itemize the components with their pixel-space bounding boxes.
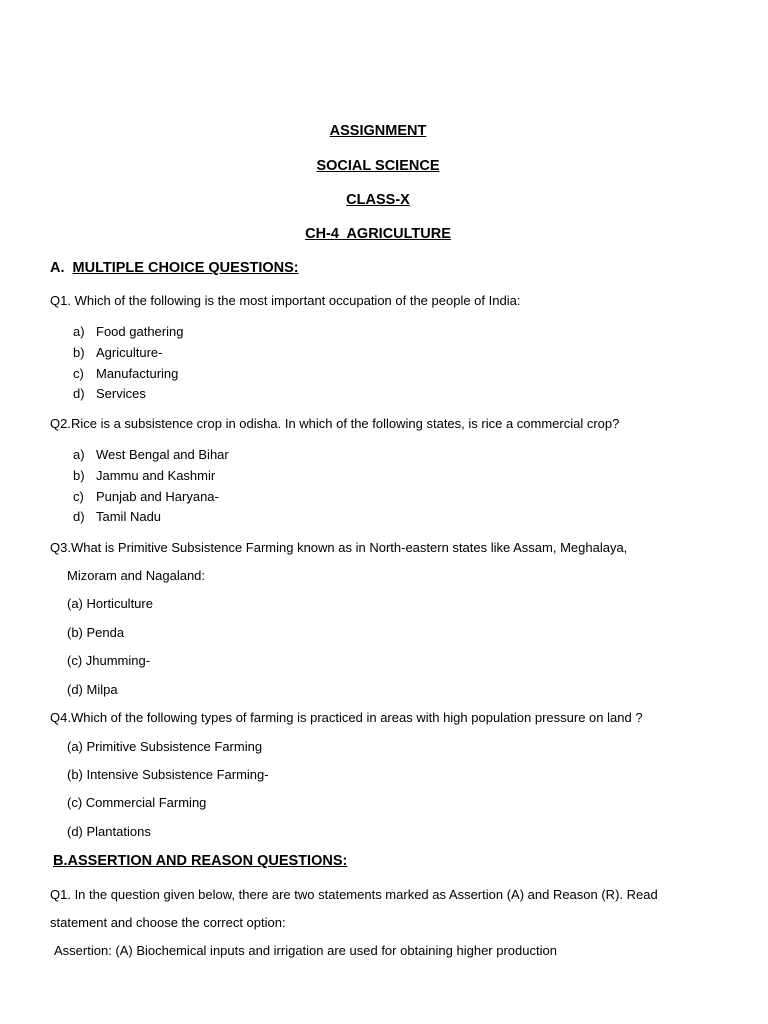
option-text: Services xyxy=(96,386,146,401)
option-text: (c) Jhumming- xyxy=(67,653,151,668)
option-row xyxy=(0,509,768,525)
option-text: (b) Intensive Subsistence Farming- xyxy=(67,767,269,782)
section-a-heading xyxy=(50,260,299,276)
option-text: Agriculture- xyxy=(96,345,163,360)
option-row xyxy=(0,447,768,463)
option-marker: b) xyxy=(73,468,85,483)
question-a4: Q4.Which of the following types of farming is practiced in areas with high population pressure on land ? xyxy=(50,710,643,725)
option-row xyxy=(0,324,768,340)
option-text: (d) Milpa xyxy=(67,682,118,697)
section-a-letter: A. xyxy=(50,260,65,276)
chapter-heading: CH-4 AGRICULTURE xyxy=(305,226,451,242)
option-row xyxy=(0,386,768,402)
class-heading: CLASS-X xyxy=(346,192,410,208)
option-text: (b) Penda xyxy=(67,625,125,640)
option-text: West Bengal and Bihar xyxy=(96,447,229,462)
option-marker: c) xyxy=(73,489,84,504)
option-marker: b) xyxy=(73,345,85,360)
question-a2: Q2.Rice is a subsistence crop in odisha. In which of the following states, is rice a commercial crop? xyxy=(50,416,620,431)
option-row xyxy=(0,345,768,361)
option-row xyxy=(0,489,768,505)
option-text: (c) Commercial Farming xyxy=(67,795,207,810)
option-marker: d) xyxy=(73,386,85,401)
assignment-heading: ASSIGNMENT xyxy=(329,123,427,139)
question-b1-line1: Q1. In the question given below, there are two statements marked as Assertion (A) and Reason (R). Read xyxy=(50,887,658,902)
option-row xyxy=(0,468,768,484)
option-text: (a) Primitive Subsistence Farming xyxy=(67,739,263,754)
option-row xyxy=(0,366,768,382)
option-text: Tamil Nadu xyxy=(96,509,162,524)
question-b1-line2: statement and choose the correct option: xyxy=(50,915,286,930)
option-text: (a) Horticulture xyxy=(67,596,153,611)
option-marker: d) xyxy=(73,509,85,524)
option-marker: a) xyxy=(73,447,85,462)
option-text: Jammu and Kashmir xyxy=(96,468,216,483)
question-a1: Q1. Which of the following is the most important occupation of the people of India: xyxy=(50,293,521,308)
option-text: (d) Plantations xyxy=(67,824,151,839)
subject-heading: SOCIAL SCIENCE xyxy=(316,158,440,174)
option-marker: a) xyxy=(73,324,85,339)
option-text: Punjab and Haryana- xyxy=(96,489,219,504)
question-a3-line2: Mizoram and Nagaland: xyxy=(67,568,206,583)
assertion-text: Assertion: (A) Biochemical inputs and irrigation are used for obtaining higher production xyxy=(54,943,557,958)
section-a-title: MULTIPLE CHOICE QUESTIONS: xyxy=(72,260,299,276)
option-marker: c) xyxy=(73,366,84,381)
option-text: Manufacturing xyxy=(96,366,179,381)
option-text: Food gathering xyxy=(96,324,184,339)
section-b-heading: B.ASSERTION AND REASON QUESTIONS: xyxy=(53,853,348,869)
question-a3-line1: Q3.What is Primitive Subsistence Farming known as in North-eastern states like Assam, Meghalaya, xyxy=(50,540,628,555)
